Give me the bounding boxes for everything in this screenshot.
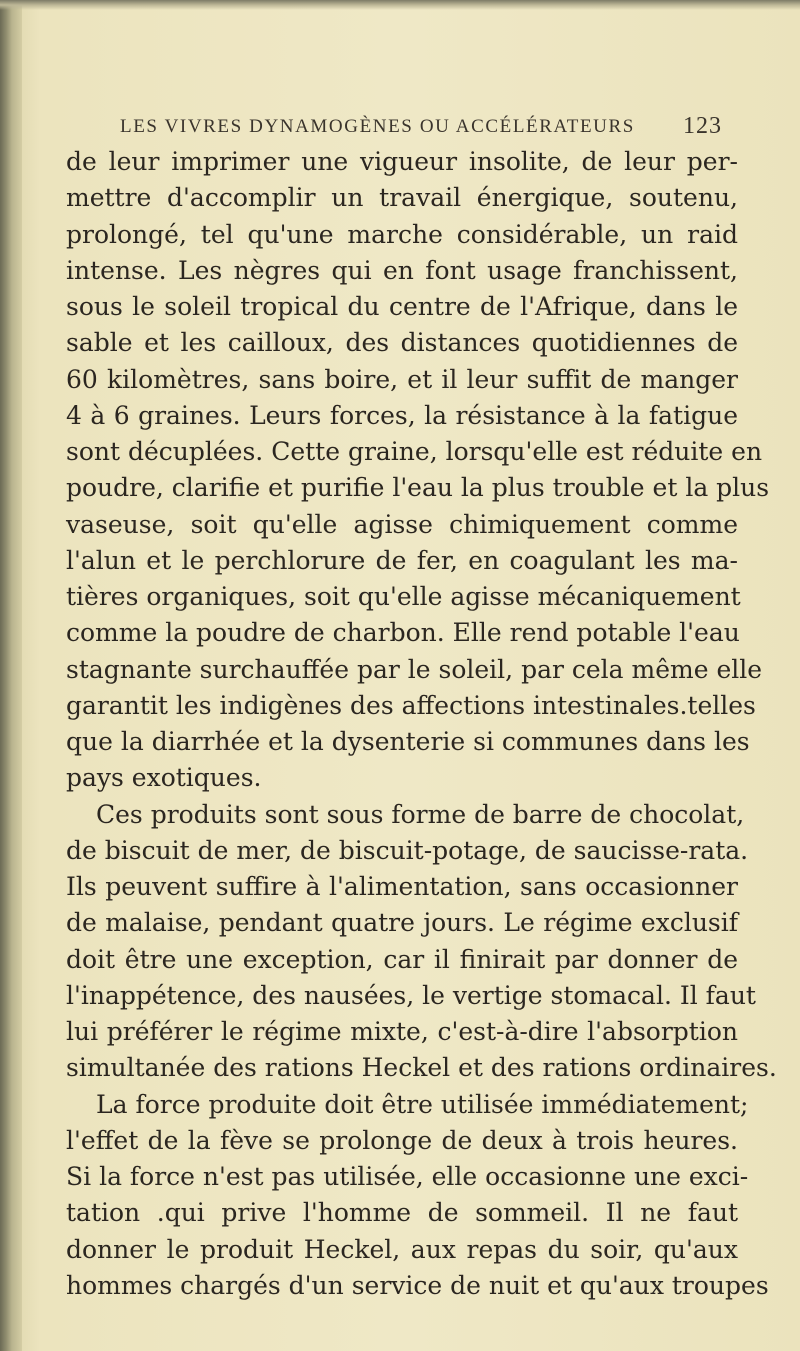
text-line: que la diarrhée et la dysenterie si communes dans les (66, 727, 750, 756)
text-line: sont décuplées. Cette graine, lorsqu'elle est réduite en (66, 437, 763, 466)
text-line: hommes chargés d'un service de nuit et qu'aux troupes (66, 1270, 769, 1300)
page-top-edge (0, 0, 800, 10)
text-line: l'effet de la fève se prolonge de deux à trois heures. (66, 1125, 738, 1155)
text-line: l'inappétence, des nausées, le vertige stomacal. Il faut (66, 980, 756, 1010)
text-line: de biscuit de mer, de biscuit-potage, de saucisse-rata. (66, 835, 749, 865)
text-line: l'alun et le perchlorure de fer, en coagulant les ma- (66, 545, 738, 575)
text-line: La force produite doit être utilisée immédiatement; (96, 1089, 749, 1119)
text-line: poudre, clarifie et purifie l'eau la plus trouble et la plus (66, 473, 770, 503)
text-line: tation .qui prive l'homme de sommeil. Il ne faut (66, 1198, 738, 1228)
text-line: de malaise, pendant quatre jours. Le régime exclusif (66, 908, 738, 938)
text-line: intense. Les nègres qui en font usage franchissent, (66, 255, 738, 285)
text-line: 4 à 6 graines. Leurs forces, la résistance à la fatigue (66, 400, 738, 430)
text-line: de leur imprimer une vigueur insolite, de leur per- (66, 147, 738, 176)
text-line: vaseuse, soit qu'elle agisse chimiquement comme (66, 509, 738, 539)
running-head-title: LES VIVRES DYNAMOGÈNES OU ACCÉLÉRATEURS (120, 116, 635, 137)
text-line: comme la poudre de charbon. Elle rend potable l'eau (66, 618, 740, 648)
text-line: sable et les cailloux, des distances quotidiennes de (66, 328, 738, 358)
text-line: simultanée des rations Heckel et des rations ordinaires. (66, 1053, 777, 1083)
text-line: lui préférer le régime mixte, c'est-à-dire l'absorption (66, 1017, 738, 1046)
text-line: Ces produits sont sous forme de barre de chocolat, (96, 799, 745, 829)
text-line: sous le soleil tropical du centre de l'Afrique, dans le (66, 292, 738, 321)
page-spine-shadow (0, 0, 22, 1351)
text-line: garantit les indigènes des affections intestinales.telles (66, 690, 756, 720)
text-line: 60 kilomètres, sans boire, et il leur suffit de manger (66, 364, 738, 394)
body-text (66, 144, 777, 1304)
text-line: stagnante surchauffée par le soleil, par cela même elle (66, 654, 763, 684)
text-line: donner le produit Heckel, aux repas du soir, qu'aux (66, 1234, 738, 1264)
text-line: mettre d'accomplir un travail énergique, soutenu, (66, 183, 738, 213)
text-line: prolongé, tel qu'une marche considérable, un raid (66, 219, 738, 249)
text-line: doit être une exception, car il finirait par donner de (66, 944, 738, 974)
page-number: 123 (683, 113, 722, 139)
text-line: Si la force n'est pas utilisée, elle occasionne une exci- (66, 1162, 749, 1191)
text-line: Ils peuvent suffire à l'alimentation, sans occasionner (66, 872, 738, 901)
text-line: pays exotiques. (66, 763, 262, 793)
running-head (0, 113, 800, 146)
text-line: tières organiques, soit qu'elle agisse mécaniquement (66, 582, 741, 611)
